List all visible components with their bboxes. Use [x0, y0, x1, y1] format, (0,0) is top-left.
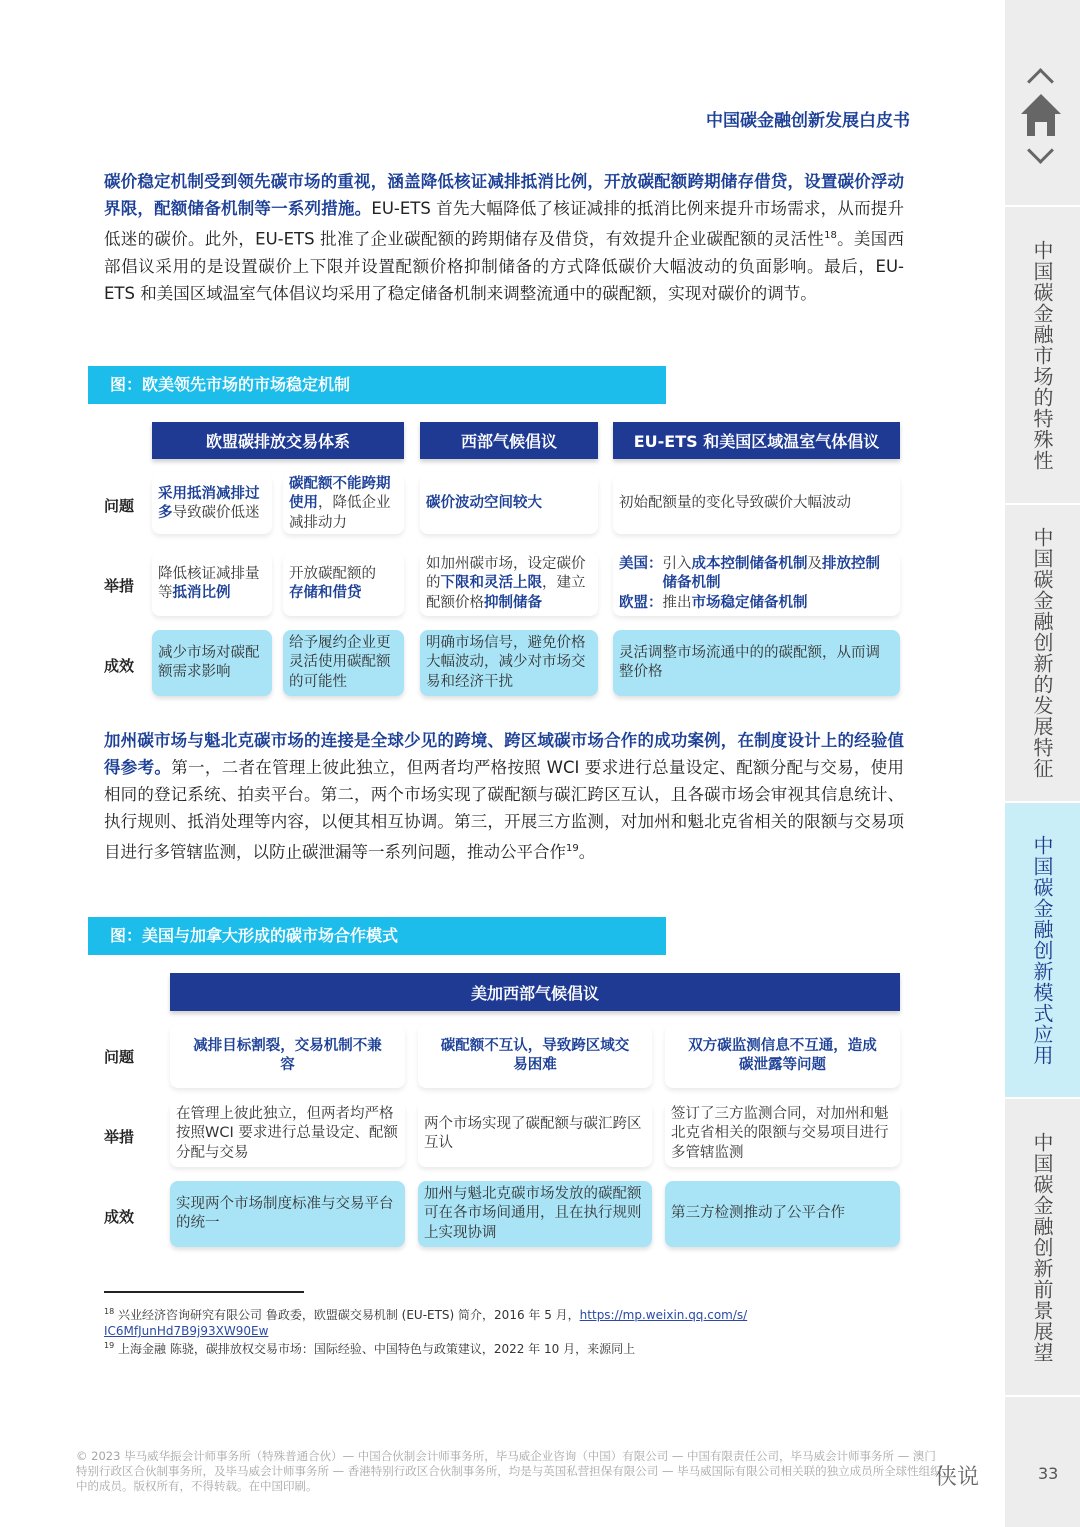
nav-section-mode-application[interactable]: 中国碳金融创新模式应用	[1005, 803, 1080, 1099]
cell-measure-eu-1: 降低核证减排量等抵消比例	[152, 552, 272, 616]
paragraph-text: 第一，二者在管理上彼此独立，但两者均严格按照 WCI 要求进行总量设定、配额分配与交易，使用相同的登记系统、拍卖平台。第二，两个市场实现了碳配额与碳汇跨区互认，且各碳市场会审视其信息统计、执行规则、抵消处理等内容，以便其相互协调。第三，开展三方监测，对加州和魁北克省相关的限额与交易项目进行多管辖监测，以防止碳泄漏等一系列问题，推动公平合作	[104, 758, 904, 862]
paragraph-text: 。美国西部倡议采用的是设置碳价上下限并设置配额价格抑制储备的方式降低碳价大幅波动的负面影响。最后，EU-ETS 和美国区域温室气体倡议均采用了稳定储备机制来调整流通中的碳配额，实现对碳价的调节。	[104, 229, 905, 303]
figure-title: 图：美国与加拿大形成的碳市场合作模式	[88, 917, 666, 955]
row-label-problem: 问题	[104, 1048, 135, 1066]
figure-title: 图：欧美领先市场的市场稳定机制	[88, 366, 666, 404]
cell-problem-rggi: 初始配额量的变化导致碳价大幅波动	[613, 474, 900, 534]
copyright-notice: © 2023 毕马威华振会计师事务所（特殊普通合伙）— 中国合伙制会计师事务所，毕马威企业咨询（中国）有限公司 — 中国有限责任公司，毕马威会计师事务所 — 澳门特别行政区合伙制事务所，及毕马威会计师事务所 — 香港特别行政区合伙制事务所，均是与英国私营担保有限公司 — 毕马威国际有限公司相关联的独立成员所全球性组织中的成员。版权所有，不得转载。在中国印刷。	[76, 1449, 942, 1493]
column-header-wci: 西部气候倡议	[420, 422, 598, 459]
cell-measure-2: 两个市场实现了碳配额与碳汇跨区互认	[418, 1101, 652, 1167]
cell-effect-eu-1: 减少市场对碳配额需求影响	[152, 630, 272, 696]
chevron-down-icon[interactable]	[1027, 137, 1054, 164]
cell-measure-3: 签订了三方监测合同，对加州和魁北克省相关的限额与交易项目进行多管辖监测	[665, 1101, 900, 1167]
paragraph-text: EU-ETS 首先大幅降低了核证减排的抵消比例来提升市场需求，从而提升低迷的碳价。此外，EU-ETS 批准了企业碳配额的跨期储存及借贷，有效提升企业碳配额的灵活性	[104, 199, 904, 249]
cell-effect-wci: 明确市场信号，避免价格大幅波动，减少对市场交易和经济干扰	[420, 630, 598, 696]
document-title: 中国碳金融创新发展白皮书	[706, 111, 910, 131]
side-navigation	[1005, 0, 1080, 1527]
chevron-up-icon[interactable]	[1027, 68, 1054, 95]
row-label-measure: 举措	[104, 577, 135, 595]
row-label-measure: 举措	[104, 1128, 135, 1146]
nav-section-outlook[interactable]: 中国碳金融创新前景展望	[1005, 1099, 1080, 1397]
paragraph-lead: 加州碳市场与魁北克碳市场的连接是全球少见的跨境、跨区域碳市场合作的成功案例，在制度设计上的经验值得参考。	[104, 731, 904, 777]
paragraph-lead: 碳价稳定机制受到领先碳市场的重视，涵盖降低核证减排抵消比例，开放碳配额跨期储存借贷，设置碳价浮动界限，配额储备机制等一系列措施。	[104, 172, 904, 218]
footnote-19: $^{19}$ 上海金融 陈骁，碳排放权交易市场：国际经验、中国特色与政策建议，2022 年 10 月，来源同上	[104, 1341, 636, 1356]
footnote-divider	[104, 1291, 304, 1293]
cell-problem-wci: 碳价波动空间较大	[420, 474, 598, 534]
footnote-link[interactable]: https://mp.weixin.qq.com/s/	[579, 1308, 748, 1322]
cell-problem-3: 双方碳监测信息不互通，造成碳泄露等问题	[665, 1024, 900, 1088]
paragraph-text: 。	[578, 842, 596, 862]
cell-problem-1: 减排目标割裂，交易机制不兼容	[170, 1024, 405, 1088]
cell-problem-eu-2: 碳配额不能跨期使用，降低企业减排动力	[283, 474, 404, 534]
nav-section-development-features[interactable]: 中国碳金融创新的发展特征	[1005, 505, 1080, 803]
cell-effect-eu-2: 给予履约企业更灵活使用碳配额的可能性	[283, 630, 404, 696]
page-number: 33	[1038, 1464, 1059, 1483]
row-label-effect: 成效	[104, 1208, 135, 1226]
column-header-wci-us-canada: 美加西部气候倡议	[170, 973, 900, 1011]
footnote-18: $^{18}$ 兴业经济咨询研究有限公司 鲁政委，欧盟碳交易机制 (EU-ETS) 简介，2016 年 5 月，https://mp.weixin.qq.com/s/ IC6MfJunHd7B9j93XW90Ew	[104, 1307, 748, 1338]
paragraph-ca-quebec-link	[104, 727, 904, 866]
paragraph-stability-mechanism	[104, 168, 904, 307]
nav-section-market-specialty[interactable]: 中国碳金融市场的特殊性	[1005, 207, 1080, 505]
cell-problem-eu-1: 采用抵消减排过多导致碳价低迷	[152, 474, 272, 534]
watermark: 侠说	[935, 1465, 980, 1490]
column-header-eu-ets: 欧盟碳排放交易体系	[152, 422, 404, 459]
cell-effect-3: 第三方检测推动了公平合作	[665, 1181, 900, 1247]
cell-measure-1: 在管理上彼此独立，但两者均严格按照WCI 要求进行总量设定、配额分配与交易	[170, 1101, 405, 1167]
nav-controls	[1005, 0, 1080, 207]
cell-measure-eu-2: 开放碳配额的 存储和借贷	[283, 552, 404, 616]
cell-effect-2: 加州与魁北克碳市场发放的碳配额可在各市场间通用，且在执行规则上实现协调	[418, 1181, 652, 1247]
cell-problem-2: 碳配额不互认，导致跨区域交易困难	[418, 1024, 652, 1088]
footnote-link[interactable]: IC6MfJunHd7B9j93XW90Ew	[104, 1324, 269, 1338]
footnote-ref[interactable]: 19	[566, 843, 579, 854]
cell-effect-1: 实现两个市场制度标准与交易平台的统一	[170, 1181, 405, 1247]
cell-measure-wci: 如加州碳市场，设定碳价的下限和灵活上限，建立配额价格抑制储备	[420, 552, 598, 616]
column-header-eu-ets-rggi: EU-ETS 和美国区域温室气体倡议	[613, 422, 900, 459]
row-label-effect: 成效	[104, 657, 135, 675]
row-label-problem: 问题	[104, 497, 135, 515]
cell-measure-rggi: 美国： 引入成本控制储备机制及排放控制储备机制 欧盟：推出市场稳定储备机制	[613, 552, 900, 616]
home-icon[interactable]	[1019, 92, 1063, 138]
footnote-ref[interactable]: 18	[824, 230, 837, 241]
cell-effect-rggi: 灵活调整市场流通中的的碳配额，从而调整价格	[613, 630, 900, 696]
